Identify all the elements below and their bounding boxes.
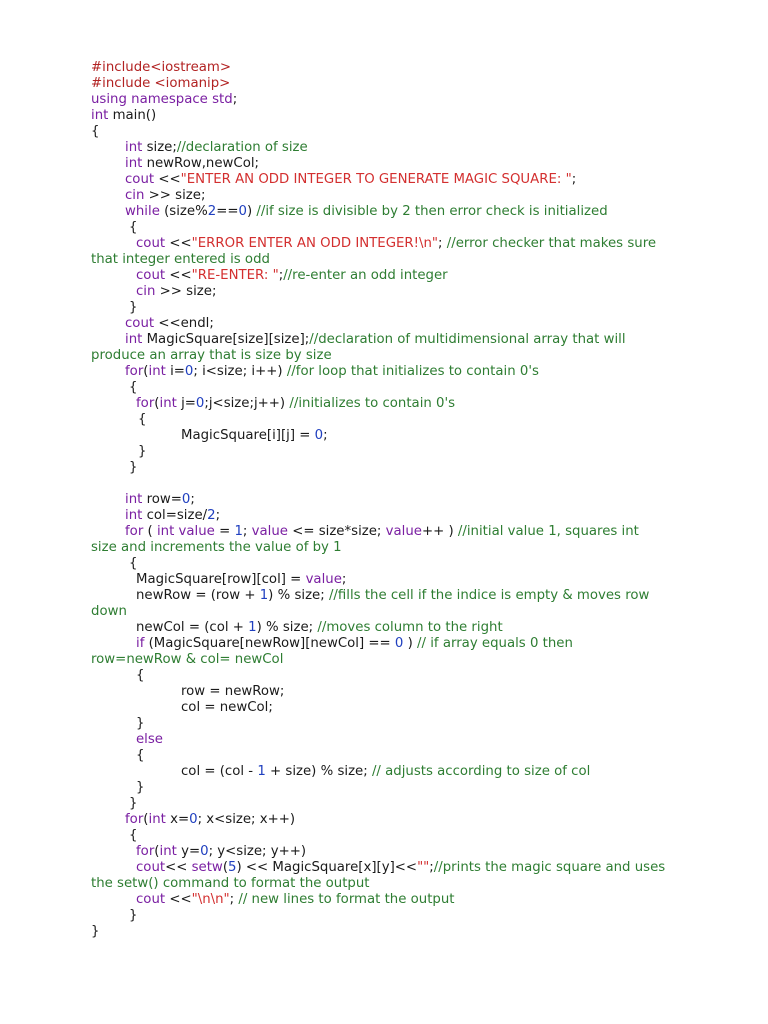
code-token: int <box>125 140 143 155</box>
code-token: int value <box>156 524 215 539</box>
code-line <box>136 620 503 636</box>
code-line <box>125 332 626 348</box>
code-line <box>136 588 649 604</box>
code-token: //declaration of size <box>176 140 308 155</box>
code-line <box>91 876 370 892</box>
code-token: if <box>136 636 145 651</box>
code-token: ) % size; <box>268 588 329 603</box>
code-line <box>129 556 137 572</box>
code-token: } <box>136 716 145 731</box>
code-token: ( <box>143 524 157 539</box>
code-token: << <box>154 172 181 187</box>
code-token: //re-enter an odd integer <box>283 268 448 283</box>
code-token: int <box>125 332 143 347</box>
code-token: ( <box>143 812 149 827</box>
code-token: << <box>165 860 192 875</box>
code-line <box>136 748 144 764</box>
code-line <box>136 780 144 796</box>
code-token: ) << MagicSquare[x][y]<< <box>236 860 418 875</box>
code-token: "\n\n" <box>191 892 230 907</box>
code-token: (size% <box>159 204 208 219</box>
code-token: ( <box>143 364 149 379</box>
code-line <box>125 156 259 172</box>
code-line <box>125 316 214 332</box>
code-token: ) % size; <box>256 620 318 635</box>
code-line <box>125 812 295 828</box>
code-token: while <box>125 204 160 219</box>
code-token: // if array equals 0 then <box>417 636 573 651</box>
code-token: ) <box>403 636 418 651</box>
code-token: ; <box>229 892 239 907</box>
code-token: (MagicSquare[newRow][newCol] == <box>144 636 395 651</box>
code-line <box>136 892 455 908</box>
code-line <box>129 796 137 812</box>
code-token: #include <iomanip> <box>91 76 231 91</box>
code-line <box>91 652 283 668</box>
code-token: x= <box>165 812 190 827</box>
code-token: for <box>136 844 155 859</box>
code-token: << <box>165 236 192 251</box>
code-line <box>181 764 590 780</box>
code-line <box>136 636 573 652</box>
code-token: } <box>138 444 147 459</box>
code-token: ; <box>215 508 221 523</box>
code-token: int <box>125 492 143 507</box>
code-line <box>136 268 448 284</box>
code-token: ; <box>232 92 238 107</box>
code-token: 0 <box>200 844 209 859</box>
code-token: ; <box>438 236 447 251</box>
code-line <box>91 604 127 620</box>
code-token: "RE-ENTER: " <box>191 268 279 283</box>
code-token: <= size*size; <box>287 524 386 539</box>
code-line <box>136 572 346 588</box>
code-token: int <box>159 396 177 411</box>
code-token: 1 <box>257 764 266 779</box>
code-token: col=size/ <box>142 508 208 523</box>
code-token: cin <box>136 284 156 299</box>
code-token: <<endl; <box>154 316 214 331</box>
code-token: //moves column to the right <box>317 620 503 635</box>
code-token: row=newRow & col= newCol <box>91 652 284 667</box>
code-line <box>91 924 99 940</box>
code-token: y= <box>176 844 201 859</box>
code-token: << <box>165 268 192 283</box>
code-token: int <box>159 844 177 859</box>
code-token: { <box>129 380 138 395</box>
code-line <box>91 76 230 92</box>
code-line <box>136 844 306 860</box>
code-token: row= <box>142 492 182 507</box>
code-token: ; <box>278 268 284 283</box>
code-token: } <box>91 924 100 939</box>
code-token: // new lines to format the output <box>238 892 455 907</box>
code-token: cout <box>125 316 155 331</box>
code-token: ) <box>246 204 257 219</box>
code-line <box>129 828 137 844</box>
code-token: ; y<size; y++) <box>208 844 307 859</box>
code-token: } <box>129 460 138 475</box>
code-token: ; <box>190 492 195 507</box>
code-line <box>138 412 146 428</box>
code-token: size; <box>142 140 177 155</box>
code-line <box>136 284 216 300</box>
code-token: int <box>125 508 143 523</box>
code-token: 2 <box>207 204 217 219</box>
code-line <box>125 508 220 524</box>
code-token: << <box>165 892 192 907</box>
code-line <box>91 252 270 268</box>
code-token: + size) % size; <box>265 764 372 779</box>
code-line <box>136 732 163 748</box>
code-line <box>129 220 137 236</box>
code-token: #include<iostream> <box>91 60 232 75</box>
code-line <box>91 92 237 108</box>
code-line <box>136 716 144 732</box>
code-line <box>129 908 137 924</box>
code-token: size and increments the value of by 1 <box>91 540 342 555</box>
code-token: for <box>125 812 144 827</box>
code-token: 1 <box>234 524 243 539</box>
code-line <box>91 348 332 364</box>
code-token: ++ ) <box>421 524 458 539</box>
code-token: ; i<size; i++) <box>193 364 287 379</box>
code-line <box>138 444 146 460</box>
code-token: for <box>136 396 155 411</box>
code-token: MagicSquare[row][col] = <box>136 572 306 587</box>
code-token: >> size; <box>144 188 206 203</box>
code-line <box>125 188 205 204</box>
code-line <box>91 60 231 76</box>
code-line <box>125 172 576 188</box>
code-token: } <box>129 300 138 315</box>
code-token: MagicSquare[size][size]; <box>142 332 310 347</box>
code-token: j= <box>176 396 196 411</box>
code-token: //initializes to contain 0's <box>289 396 456 411</box>
code-token: newRow,newCol; <box>142 156 260 171</box>
code-token: { <box>129 220 138 235</box>
code-token: ; <box>323 428 328 443</box>
code-token: //initial value 1, squares int <box>457 524 639 539</box>
code-token: cout <box>136 860 166 875</box>
code-line <box>125 524 639 540</box>
code-token: int <box>148 812 166 827</box>
code-token: { <box>138 412 147 427</box>
code-token: // adjusts according to size of col <box>371 764 591 779</box>
code-line <box>91 124 99 140</box>
code-line <box>181 684 284 700</box>
code-token: { <box>136 668 145 683</box>
code-token: 2 <box>207 508 216 523</box>
code-line <box>136 668 144 684</box>
code-token: down <box>91 604 127 619</box>
code-token: setw <box>191 860 223 875</box>
code-line <box>125 364 539 380</box>
code-token: } <box>136 780 145 795</box>
code-token: 0 <box>189 812 198 827</box>
code-token: 0 <box>314 428 324 443</box>
code-token: } <box>129 796 138 811</box>
code-token: } <box>129 908 138 923</box>
code-token: for <box>125 524 144 539</box>
code-token: newRow = (row + <box>136 588 260 603</box>
code-token: cout <box>125 172 155 187</box>
code-line <box>91 540 342 556</box>
code-line <box>125 204 608 220</box>
code-token: that integer entered is odd <box>91 252 270 267</box>
code-token: //prints the magic square and uses <box>433 860 666 875</box>
code-token: 1 <box>259 588 269 603</box>
code-line <box>91 108 156 124</box>
code-token: //declaration of multidimensional array that will <box>309 332 626 347</box>
code-token: col = (col - <box>181 764 258 779</box>
code-token: using namespace <box>91 92 208 107</box>
code-token: { <box>129 828 138 843</box>
code-token: value <box>251 524 288 539</box>
code-line <box>129 300 137 316</box>
code-token: ;j<size;j++) <box>204 396 290 411</box>
code-token: i= <box>165 364 185 379</box>
code-token: 1 <box>248 620 257 635</box>
code-token: value <box>385 524 422 539</box>
code-token: row = newRow; <box>181 684 285 699</box>
code-token: cin <box>125 188 145 203</box>
code-line <box>125 492 195 508</box>
code-token: //for loop that initializes to contain 0's <box>286 364 539 379</box>
code-token: ( <box>154 396 160 411</box>
code-line <box>136 396 455 412</box>
code-token: 0 <box>394 636 404 651</box>
code-line <box>125 140 308 156</box>
code-token: int <box>148 364 166 379</box>
code-token: int <box>125 156 143 171</box>
code-token: { <box>129 556 138 571</box>
code-token: ; <box>341 572 347 587</box>
code-token: "ENTER AN ODD INTEGER TO GENERATE MAGIC SQUARE: " <box>180 172 572 187</box>
code-token: ; x<size; x++) <box>197 812 296 827</box>
code-token: 0 <box>238 204 247 219</box>
code-token: 5 <box>228 860 237 875</box>
code-token: //error checker that makes sure <box>446 236 657 251</box>
code-line <box>129 380 137 396</box>
code-token: main() <box>108 108 157 123</box>
code-token: ; <box>571 172 577 187</box>
code-token: else <box>136 732 163 747</box>
code-token: == <box>216 204 239 219</box>
code-token: = <box>214 524 235 539</box>
code-token: cout <box>136 236 166 251</box>
code-token: for <box>125 364 144 379</box>
code-token: ( <box>222 860 229 875</box>
code-token: cout <box>136 892 166 907</box>
code-token: MagicSquare[i][j] = <box>181 428 315 443</box>
code-token: produce an array that is size by size <box>91 348 332 363</box>
code-token: "ERROR ENTER AN ODD INTEGER!\n" <box>191 236 439 251</box>
code-token: 0 <box>181 492 191 507</box>
code-token: { <box>91 124 100 139</box>
code-token: newCol = (col + <box>136 620 249 635</box>
code-token: "" <box>417 860 430 875</box>
code-token: col = newCol; <box>181 700 273 715</box>
code-token: //fills the cell if the indice is empty & moves row <box>328 588 650 603</box>
code-token: ( <box>154 844 160 859</box>
code-token: value <box>305 572 342 587</box>
code-token: { <box>136 748 145 763</box>
code-token: the setw() command to format the output <box>91 876 370 891</box>
code-line <box>136 236 656 252</box>
code-line <box>181 428 328 444</box>
code-line <box>129 460 137 476</box>
code-token: >> size; <box>155 284 217 299</box>
code-token: ; <box>242 524 252 539</box>
code-line <box>181 700 273 716</box>
code-token: 0 <box>195 396 205 411</box>
code-token: 0 <box>184 364 194 379</box>
code-line <box>136 860 665 876</box>
code-token: //if size is divisible by 2 then error check is initialized <box>256 204 608 219</box>
code-token: std <box>212 92 233 107</box>
code-token: cout <box>136 268 166 283</box>
code-token: int <box>91 108 109 123</box>
code-token: ; <box>429 860 434 875</box>
